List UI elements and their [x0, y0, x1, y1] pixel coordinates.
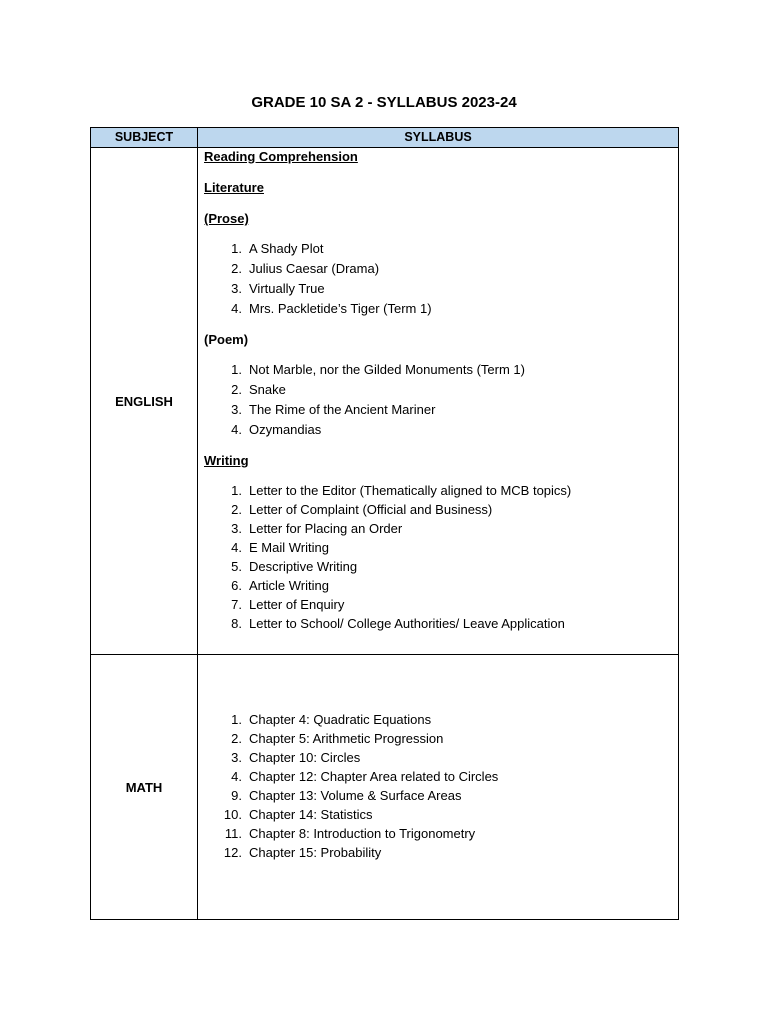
math-chapter-list [204, 712, 678, 864]
poem-list [204, 362, 678, 442]
english-row [91, 148, 679, 655]
list-item: 9. Chapter 13: Volume & Surface Areas [231, 788, 462, 803]
list-item: 1. Letter to the Editor (Thematically aligned to MCB topics) [231, 483, 572, 498]
list-item: 12. Chapter 15: Probability [223, 845, 382, 860]
english-syllabus-cell [198, 148, 679, 655]
prose-heading: (Prose) [204, 211, 249, 226]
reading-comprehension-heading: Reading Comprehension [204, 149, 358, 164]
list-item: 5. Descriptive Writing [231, 559, 358, 574]
math-row [91, 655, 679, 920]
list-item: 6. Article Writing [231, 578, 329, 593]
list-item: 11. Chapter 8: Introduction to Trigonometry [224, 826, 476, 841]
literature-heading: Literature [204, 180, 264, 195]
list-item: 3. Chapter 10: Circles [231, 750, 361, 765]
list-item: 4. Ozymandias [231, 422, 322, 437]
page-title: GRADE 10 SA 2 - SYLLABUS 2023-24 [251, 94, 517, 111]
syllabus-column-header: SYLLABUS [198, 128, 679, 148]
list-item: 1. Chapter 4: Quadratic Equations [231, 712, 432, 727]
list-item: 8. Letter to School/ College Authorities/ Leave Application [231, 616, 565, 631]
syllabus-table [90, 127, 679, 920]
list-item: 4. E Mail Writing [231, 540, 329, 555]
list-item: 3. Letter for Placing an Order [231, 521, 403, 536]
list-item: 4. Mrs. Packletide’s Tiger (Term 1) [231, 301, 432, 316]
list-item: 7. Letter of Enquiry [231, 597, 345, 612]
math-subject-cell: MATH [91, 655, 198, 920]
list-item: 2. Snake [231, 382, 286, 397]
writing-heading: Writing [204, 453, 249, 468]
list-item: 2. Letter of Complaint (Official and Business) [231, 502, 493, 517]
writing-list [204, 483, 678, 635]
subject-column-header: SUBJECT [91, 128, 198, 148]
list-item: 2. Chapter 5: Arithmetic Progression [231, 731, 444, 746]
list-item: 3. Virtually True [231, 281, 325, 296]
table-header-row [91, 128, 679, 148]
english-subject-cell: ENGLISH [91, 148, 198, 655]
math-syllabus-cell [198, 655, 679, 920]
prose-list [204, 241, 678, 321]
poem-heading: (Poem) [204, 332, 249, 347]
list-item: 2. Julius Caesar (Drama) [231, 261, 380, 276]
list-item: 1. Not Marble, nor the Gilded Monuments (Term 1) [231, 362, 525, 377]
list-item: 10. Chapter 14: Statistics [223, 807, 373, 822]
list-item: 1. A Shady Plot [231, 241, 324, 256]
list-item: 4. Chapter 12: Chapter Area related to Circles [231, 769, 499, 784]
list-item: 3. The Rime of the Ancient Mariner [231, 402, 436, 417]
